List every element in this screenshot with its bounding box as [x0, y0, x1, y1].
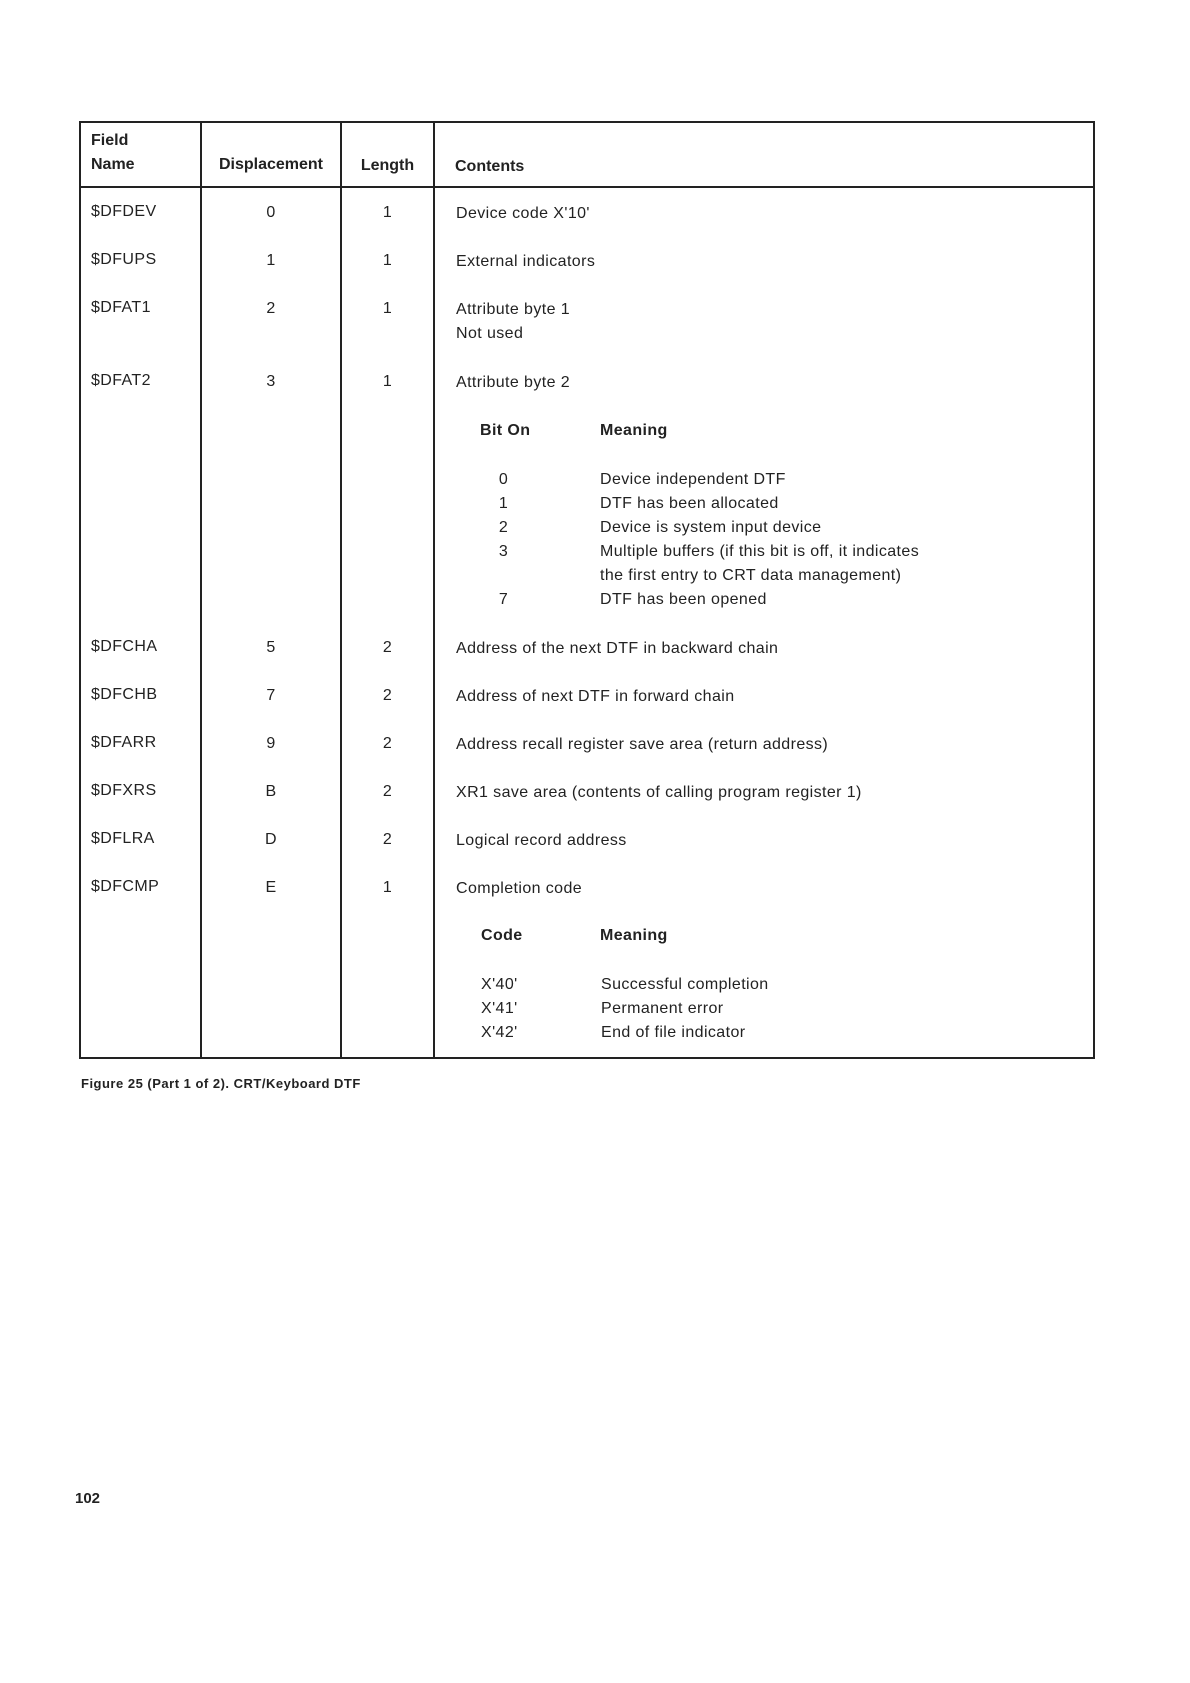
- page-number: 102: [75, 1490, 101, 1507]
- length-value: 1: [382, 373, 393, 390]
- length-value: 2: [382, 639, 393, 656]
- contents-text: XR1 save area (contents of calling program register 1): [456, 784, 862, 801]
- dtf-table: [79, 121, 1095, 1059]
- completion-meaning: Permanent error: [601, 1000, 724, 1017]
- length-value: 1: [382, 879, 393, 896]
- meaning-header: Meaning: [600, 422, 668, 439]
- bit-meaning: Device independent DTF: [600, 471, 786, 488]
- contents-text: Completion code: [456, 880, 583, 897]
- header-contents: Contents: [455, 158, 525, 175]
- length-value: 2: [382, 687, 393, 704]
- completion-code: X'40': [481, 976, 518, 993]
- bit-meaning: Device is system input device: [600, 519, 822, 536]
- length-value: 2: [382, 735, 393, 752]
- bit-meaning: Multiple buffers (if this bit is off, it indicates: [600, 543, 920, 560]
- field-name: $DFLRA: [91, 830, 155, 847]
- length-value: 2: [382, 783, 393, 800]
- contents-text: Attribute byte 2: [456, 374, 571, 391]
- bit-number: 1: [498, 495, 509, 512]
- header-field-name: Field Name: [91, 132, 135, 173]
- completion-code: X'41': [481, 1000, 518, 1017]
- field-name: $DFARR: [91, 734, 157, 751]
- contents-text: Address recall register save area (return address): [456, 736, 829, 753]
- field-name: $DFCMP: [91, 878, 160, 895]
- header-divider: [81, 186, 1093, 188]
- displacement-value: 9: [266, 735, 276, 752]
- contents-text: Not used: [456, 325, 524, 342]
- displacement-value: 5: [266, 639, 276, 656]
- completion-meaning: End of file indicator: [601, 1024, 746, 1041]
- displacement-value: B: [265, 783, 277, 800]
- header-length: Length: [360, 157, 415, 174]
- length-value: 1: [382, 300, 393, 317]
- bit-number: 2: [498, 519, 509, 536]
- length-value: 1: [382, 252, 393, 269]
- field-name: $DFAT1: [91, 299, 151, 316]
- completion-code: X'42': [481, 1024, 518, 1041]
- contents-text: Address of next DTF in forward chain: [456, 688, 735, 705]
- field-name: $DFCHB: [91, 686, 158, 703]
- bit-number: 0: [498, 471, 509, 488]
- field-name: $DFXRS: [91, 782, 157, 799]
- bit-meaning: DTF has been allocated: [600, 495, 779, 512]
- displacement-value: 7: [266, 687, 276, 704]
- field-name: $DFDEV: [91, 203, 157, 220]
- figure-caption: Figure 25 (Part 1 of 2). CRT/Keyboard DTF: [81, 1076, 361, 1091]
- contents-text: Logical record address: [456, 832, 627, 849]
- code-header: Code: [481, 927, 523, 944]
- length-value: 1: [382, 204, 393, 221]
- meaning-header: Meaning: [600, 927, 668, 944]
- displacement-value: 3: [266, 373, 276, 390]
- contents-text: Attribute byte 1: [456, 301, 571, 318]
- bit-number: 3: [498, 543, 509, 560]
- displacement-value: 0: [266, 204, 276, 221]
- contents-text: Address of the next DTF in backward chain: [456, 640, 779, 657]
- column-divider: [433, 123, 435, 1057]
- contents-text: External indicators: [456, 253, 596, 270]
- completion-meaning: Successful completion: [601, 976, 769, 993]
- field-name: $DFCHA: [91, 638, 158, 655]
- displacement-value: 2: [266, 300, 276, 317]
- field-name: $DFAT2: [91, 372, 151, 389]
- bit-meaning: the first entry to CRT data management): [600, 567, 902, 584]
- length-value: 2: [382, 831, 393, 848]
- bit-on-header: Bit On: [480, 422, 531, 439]
- header-displacement: Displacement: [218, 156, 324, 173]
- bit-meaning: DTF has been opened: [600, 591, 767, 608]
- displacement-value: 1: [266, 252, 276, 269]
- bit-number: 7: [498, 591, 509, 608]
- displacement-value: D: [265, 831, 277, 848]
- field-name: $DFUPS: [91, 251, 157, 268]
- contents-text: Device code X'10': [456, 205, 590, 222]
- displacement-value: E: [265, 879, 277, 896]
